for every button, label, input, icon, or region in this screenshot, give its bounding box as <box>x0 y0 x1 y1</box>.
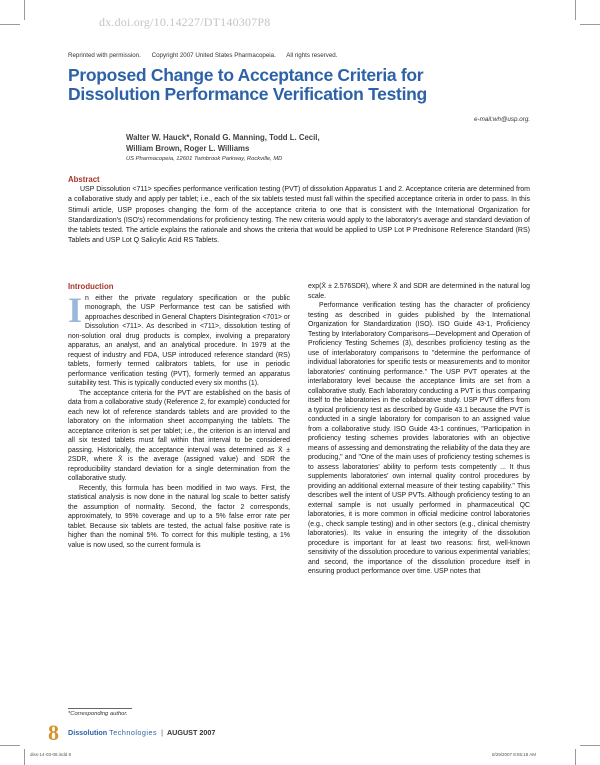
drop-cap: I <box>68 289 83 330</box>
crop-mark <box>24 0 25 20</box>
footnote-rule <box>68 708 132 709</box>
reprint-copyright: Copyright 2007 United States Pharmacopeia. <box>151 52 276 59</box>
author-affiliation: US Pharmacopeia, 12601 Twinbrook Parkway, Rockville, MD <box>126 156 283 162</box>
crop-mark <box>580 24 600 25</box>
page-number: 8 <box>48 720 59 745</box>
crop-mark <box>580 745 600 746</box>
section-heading-introduction: Introduction <box>68 282 114 291</box>
print-slug-file: diss-14-03-08.indd 8 <box>30 752 72 757</box>
body-column-right <box>308 282 530 577</box>
journal-footer <box>68 728 215 737</box>
reprint-notice <box>68 52 346 59</box>
body-column-left <box>68 282 290 550</box>
footnote: *Corresponding author. <box>68 711 128 717</box>
body-paragraph: The acceptance criteria for the PVT are established on the basis of data from a collaborative study (Reference 2, for example) conducted for each new lot of reference standards tablets and are provided to the laboratory on the information sheet accompanying the tablets. The acceptance criterion is set per tablet; i.e., the criterion is an interval and all six tested tablets must fall within that interval to be considered passing. Historically, the acceptance interval was determined as X̄ ± 2SDR, where X̄ is the average (assigned value) and SDR the reproducibility standard deviation for a single determination from the collaborative study. <box>68 389 290 482</box>
footer-separator: | <box>161 728 163 737</box>
print-slug-timestamp: 8/29/2007 8:55:18 AM <box>492 752 537 757</box>
crop-mark <box>575 749 576 765</box>
author-email: e-mail:wh@usp.org. <box>474 116 531 123</box>
abstract-heading: Abstract <box>68 175 100 184</box>
reprint-permission: Reprinted with permission. <box>68 52 141 59</box>
body-paragraph: Performance verification testing has the character of proficiency testing as described in guides published by the International Organization for Standardization (ISO). ISO Guide 43-1, Proficiency Testing by Interlaboratory Comparisons—Development and Operation of Proficiency Testing Schemes (3), describes proficiency testing as the use of interlaboratory comparisons to "determine the performance of individual laboratories for specific tests or measurements and to monitor laboratories' continuing performance." The USP PVT operates at the interlaboratory level because the acceptance limits are set from a collaborative study. Each laboratory conducting a PVT is thus comparing itself to the laboratories in the collaborative study. USP PVT differs from a typical proficiency test as described by Guide 43.1 because the PVT is conducted in a single laboratory for comparison to an assigned value from a collaborative study. ISO Guide 43-1 continues, "Participation in proficiency testing schemes provides laboratories with an objective means of assessing and demonstrating the reliability of the data they are producing," and "One of the main uses of proficiency testing schemes is to assess laboratories' ability to perform tests competently ... It thus supplements laboratories' own internal quality control procedures by providing an additional external measure of their testing capability." This describes well the intent of USP PVTs. Although proficiency testing to an external sample is not usually performed in pharmaceutical QC laboratories, it is more common in official medicine control laboratories (e.g., check sample testing) and in other sectors (e.g., clinical chemistry laboratories). Its value in ensuring the integrity of the dissolution procedure is important for at least two reasons: first, well-known sensitivity of the dissolution procedure to various experimental variables; and second, the importance of the dissolution procedure itself in ensuring product performance over time. USP notes that <box>308 302 530 575</box>
paragraph-text: n either the private regulatory specification or the public monograph, the USP Performance test can be satisfied with approaches described in General Chapters Disintegration <701> or Dissolution <711>. As described in <711>, dissolution testing of non-solution oral drug products is complex, involving a preparatory apparatus, an analyst, and an analytical procedure. In 1979 at the request of industry and FDA, USP introduced reference standard (RS) tablets, formerly termed calibrators tablets, for use in periodic performance verification testing (PVT), formerly termed an apparatus suitability test. This is typically conducted every six months (1). <box>68 294 290 387</box>
crop-mark <box>0 24 20 25</box>
journal-name-a: Dissolution <box>68 728 108 737</box>
crop-mark <box>24 749 25 765</box>
reprint-rights: All rights reserved. <box>286 52 338 59</box>
issue-date: AUGUST 2007 <box>166 728 216 737</box>
journal-name-b: Technologies <box>109 728 158 737</box>
crop-mark <box>0 745 20 746</box>
authors-line-1: Walter W. Hauck*, Ronald G. Manning, Todd L. Cecil, <box>126 133 320 142</box>
body-paragraph <box>68 289 290 389</box>
abstract-text: USP Dissolution <711> specifies performance verification testing (PVT) of dissolution Apparatus 1 and 2. Acceptance criteria are determined from a collaborative study and apply per tablet; i.e., each of the six tablets tested must fall within the specified acceptance criteria in order to pass. In this Stimuli article, USP proposes changing the form of the acceptance criteria to one that is consistent with the International Organization for Standardization's (ISO's) recommendations for proficiency testing. The new criteria would apply to the laboratory's average and standard deviation of the tablets tested. The article explains the rationale and shows the criteria that would be applied to USP Lot P Prednisone Reference Standard (RS) Tablets and USP Lot Q Salicylic Acid RS Tablets. <box>68 186 530 245</box>
doi-watermark: dx.doi.org/10.14227/DT140307P8 <box>99 15 271 29</box>
body-paragraph: exp(X̄ ± 2.576SDR), where X̄ and SDR are determined in the natural log scale. <box>308 283 530 300</box>
article-title: Proposed Change to Acceptance Criteria for Dissolution Performance Verification Testing <box>68 65 427 104</box>
body-paragraph: Recently, this formula has been modified in two ways. First, the statistical analysis is now done in the natural log scale to better satisfy the assumption of normality. Second, the factor 2 corresponds, approximately, to 95% coverage and up to a 5% false error rate per tablet. Because six tablets are tested, the actual false positive rate is higher than the nominal 5%. To correct for this multiple testing, a 1% value is now used, so the current formula is <box>68 484 290 549</box>
author-list <box>126 132 426 154</box>
authors-line-2: William Brown, Roger L. Williams <box>126 144 250 153</box>
crop-mark <box>575 0 576 20</box>
